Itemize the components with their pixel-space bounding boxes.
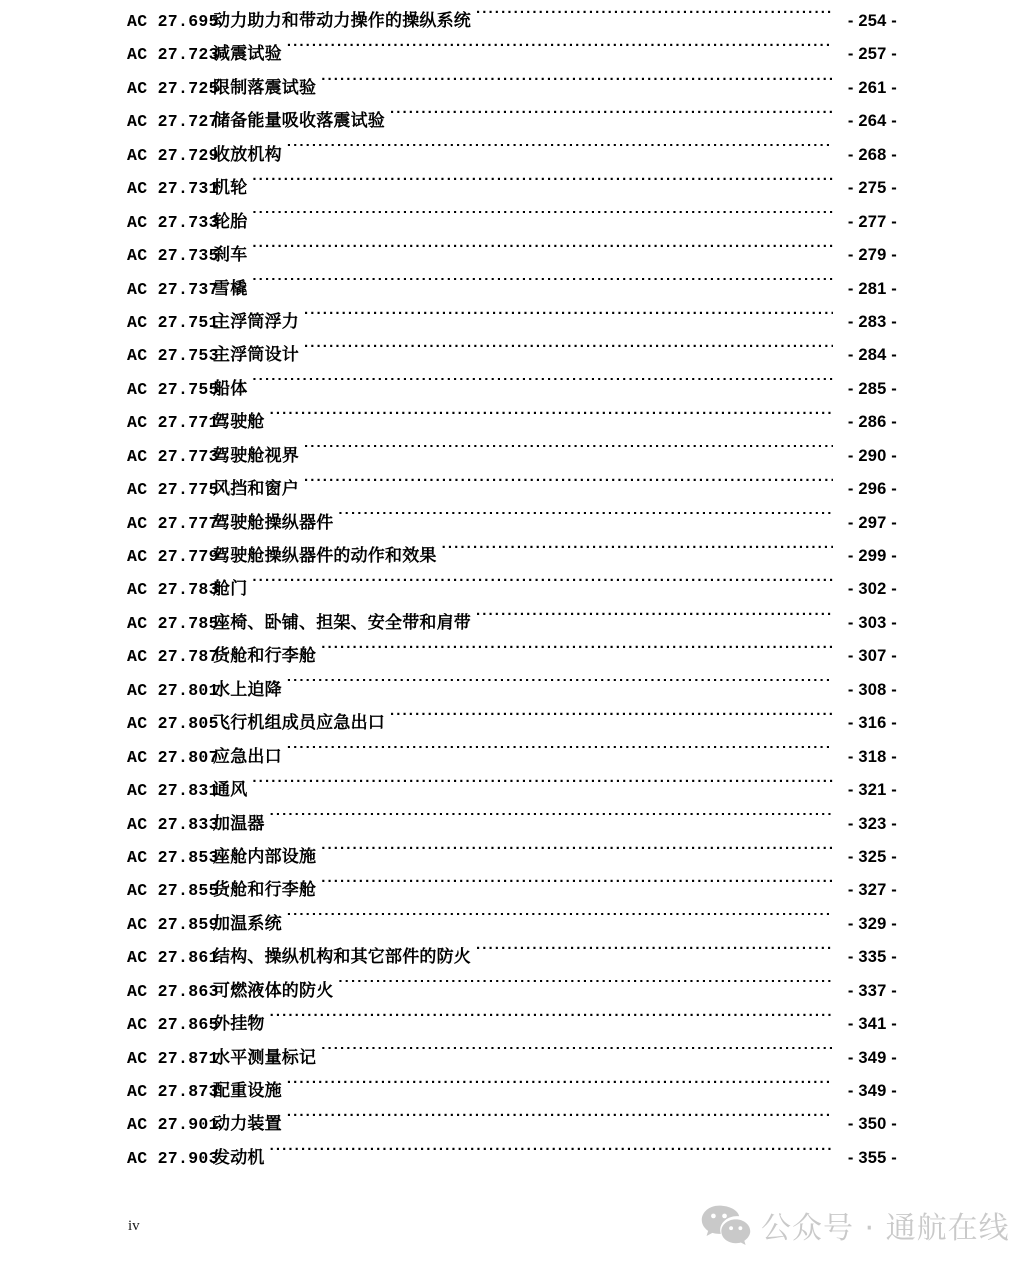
- toc-entry-page-number: - 296 -: [847, 480, 897, 499]
- toc-entry[interactable]: [127, 473, 897, 506]
- toc-entry[interactable]: [127, 741, 897, 774]
- toc-dot-leader: [321, 645, 833, 661]
- toc-entry-code: AC 27.785: [127, 613, 219, 633]
- toc-entry-list: [127, 5, 897, 1175]
- toc-entry-page-number: - 261 -: [847, 78, 897, 97]
- toc-entry-code: AC 27.729: [127, 145, 219, 165]
- toc-entry[interactable]: [127, 72, 897, 105]
- toc-entry[interactable]: [127, 908, 897, 941]
- toc-entry[interactable]: [127, 273, 897, 306]
- toc-dot-leader: [287, 679, 833, 695]
- toc-entry-code: AC 27.737: [127, 279, 219, 299]
- toc-entry-title: 主浮筒浮力: [213, 311, 299, 332]
- toc-entry-page-number: - 355 -: [847, 1148, 897, 1167]
- toc-dot-leader: [390, 110, 833, 126]
- toc-entry[interactable]: [127, 306, 897, 339]
- toc-dot-leader: [304, 344, 833, 360]
- toc-entry-page-number: - 337 -: [847, 981, 897, 1000]
- toc-entry[interactable]: [127, 139, 897, 172]
- toc-entry-title: 风挡和窗户: [213, 479, 299, 500]
- toc-entry-code: AC 27.787: [127, 647, 219, 667]
- toc-entry-title: 机轮: [213, 178, 248, 199]
- toc-entry-code: AC 27.773: [127, 446, 219, 466]
- toc-entry-page-number: - 318 -: [847, 747, 897, 766]
- toc-entry-title: 舱门: [213, 579, 248, 600]
- toc-entry-code: AC 27.733: [127, 212, 219, 232]
- toc-entry[interactable]: [127, 1075, 897, 1108]
- toc-entry[interactable]: [127, 707, 897, 740]
- toc-entry-code: AC 27.865: [127, 1015, 219, 1035]
- toc-entry-code: AC 27.901: [127, 1115, 219, 1135]
- toc-entry-page-number: - 307 -: [847, 647, 897, 666]
- toc-dot-leader: [252, 177, 833, 193]
- toc-entry[interactable]: [127, 640, 897, 673]
- toc-dot-leader: [321, 846, 833, 862]
- toc-entry-title: 储备能量吸收落震试验: [213, 111, 385, 132]
- toc-entry-title: 外挂物: [213, 1014, 265, 1035]
- toc-entry-title: 限制落震试验: [213, 77, 317, 98]
- toc-entry-code: AC 27.725: [127, 78, 219, 98]
- toc-entry-code: AC 27.771: [127, 413, 219, 433]
- toc-entry-title: 驾驶舱操纵器件: [213, 512, 334, 533]
- toc-entry[interactable]: [127, 874, 897, 907]
- toc-entry-page-number: - 350 -: [847, 1115, 897, 1134]
- toc-entry-title: 加温系统: [213, 913, 282, 934]
- toc-entry-title: 发动机: [213, 1147, 265, 1168]
- toc-entry[interactable]: [127, 406, 897, 439]
- toc-dot-leader: [476, 612, 833, 628]
- toc-entry-title: 座舱内部设施: [213, 846, 317, 867]
- toc-entry[interactable]: [127, 1042, 897, 1075]
- toc-entry-code: AC 27.833: [127, 814, 219, 834]
- toc-entry-title: 减震试验: [213, 44, 282, 65]
- toc-entry-page-number: - 349 -: [847, 1048, 897, 1067]
- toc-entry-code: AC 27.777: [127, 513, 219, 533]
- toc-entry-page-number: - 303 -: [847, 613, 897, 632]
- toc-dot-leader: [476, 10, 833, 26]
- toc-entry-page-number: - 277 -: [847, 212, 897, 231]
- toc-dot-leader: [270, 813, 833, 829]
- toc-entry[interactable]: [127, 674, 897, 707]
- toc-entry-page-number: - 323 -: [847, 814, 897, 833]
- toc-entry-page-number: - 285 -: [847, 379, 897, 398]
- toc-entry-code: AC 27.805: [127, 714, 219, 734]
- toc-entry-page-number: - 275 -: [847, 179, 897, 198]
- toc-entry[interactable]: [127, 206, 897, 239]
- toc-dot-leader: [304, 478, 833, 494]
- toc-entry-title: 配重设施: [213, 1081, 282, 1101]
- toc-dot-leader: [252, 378, 833, 394]
- toc-entry-title: 飞行机组成员应急出口: [213, 713, 385, 734]
- toc-dot-leader: [304, 445, 833, 461]
- toc-dot-leader: [287, 746, 833, 762]
- toc-entry-title: 货舱和行李舱: [213, 646, 317, 667]
- toc-entry[interactable]: [127, 507, 897, 540]
- toc-entry[interactable]: [127, 172, 897, 205]
- toc-entry-page-number: - 257 -: [847, 45, 897, 64]
- toc-entry-code: AC 27.831: [127, 781, 219, 801]
- toc-entry-code: AC 27.727: [127, 112, 219, 132]
- toc-entry-title: 刹车: [213, 245, 248, 266]
- toc-entry-page-number: - 290 -: [847, 446, 897, 465]
- toc-entry-page-number: - 264 -: [847, 112, 897, 131]
- toc-entry-page-number: - 321 -: [847, 781, 897, 800]
- toc-dot-leader: [287, 913, 833, 929]
- toc-entry[interactable]: [127, 373, 897, 406]
- toc-entry-code: AC 27.859: [127, 914, 219, 934]
- toc-entry[interactable]: [127, 1142, 897, 1175]
- toc-dot-leader: [252, 278, 833, 294]
- toc-entry-code: AC 27.873: [127, 1082, 219, 1101]
- toc-entry[interactable]: [127, 339, 897, 372]
- toc-entry-page-number: - 327 -: [847, 881, 897, 900]
- toc-dot-leader: [270, 1013, 833, 1029]
- toc-entry-code: AC 27.801: [127, 680, 219, 700]
- toc-dot-leader: [252, 578, 833, 594]
- toc-entry-code: AC 27.735: [127, 246, 219, 266]
- toc-dot-leader: [304, 311, 833, 327]
- toc-dot-leader: [442, 545, 833, 561]
- toc-entry-title: 货舱和行李舱: [213, 880, 317, 901]
- toc-entry-code: AC 27.731: [127, 179, 219, 199]
- toc-entry-title: 船体: [213, 378, 248, 399]
- toc-entry-page-number: - 316 -: [847, 714, 897, 733]
- toc-entry-title: 收放机构: [213, 144, 282, 165]
- toc-dot-leader: [338, 512, 833, 528]
- toc-dot-leader: [270, 1147, 833, 1163]
- toc-entry[interactable]: [127, 1108, 897, 1141]
- toc-entry-code: AC 27.853: [127, 847, 219, 867]
- toc-entry-title: 可燃液体的防火: [213, 980, 334, 1001]
- toc-entry[interactable]: [127, 808, 897, 841]
- toc-entry-title: 雪橇: [213, 278, 248, 299]
- wechat-icon: [700, 1204, 752, 1246]
- toc-dot-leader: [270, 411, 833, 427]
- toc-entry-code: AC 27.775: [127, 480, 219, 500]
- toc-entry-title: 动力助力和带动力操作的操纵系统: [213, 11, 471, 31]
- toc-entry-page-number: - 279 -: [847, 246, 897, 265]
- toc-dot-leader: [390, 712, 833, 728]
- toc-entry[interactable]: [127, 5, 897, 38]
- toc-entry-title: 通风: [213, 780, 248, 801]
- toc-entry-page-number: - 325 -: [847, 847, 897, 866]
- toc-entry-code: AC 27.783: [127, 580, 219, 600]
- toc-dot-leader: [287, 1113, 833, 1129]
- toc-entry[interactable]: [127, 1008, 897, 1041]
- toc-entry[interactable]: [127, 975, 897, 1008]
- wechat-watermark: [700, 1203, 1010, 1247]
- toc-dot-leader: [287, 144, 833, 160]
- toc-entry-page-number: - 299 -: [847, 547, 897, 565]
- toc-entry-title: 加温器: [213, 813, 265, 834]
- toc-dot-leader: [252, 211, 833, 227]
- toc-entry-title: 驾驶舱操纵器件的动作和效果: [213, 546, 437, 566]
- footer-page-number: iv: [128, 1218, 140, 1234]
- toc-entry[interactable]: [127, 573, 897, 606]
- toc-entry-page-number: - 283 -: [847, 312, 897, 331]
- toc-dot-leader: [321, 1047, 833, 1063]
- toc-entry[interactable]: [127, 774, 897, 807]
- toc-entry-title: 主浮筒设计: [213, 345, 299, 366]
- toc-entry-code: AC 27.723: [127, 45, 219, 65]
- toc-entry-title: 水上迫降: [213, 679, 282, 700]
- toc-entry-title: 驾驶舱视界: [213, 445, 299, 466]
- toc-entry-code: AC 27.807: [127, 747, 219, 767]
- toc-dot-leader: [252, 779, 833, 795]
- toc-entry-code: AC 27.695: [127, 12, 219, 31]
- toc-entry-code: AC 27.903: [127, 1148, 219, 1168]
- toc-entry-code: AC 27.755: [127, 379, 219, 399]
- toc-entry[interactable]: [127, 841, 897, 874]
- toc-dot-leader: [287, 43, 833, 59]
- toc-entry-title: 动力装置: [213, 1114, 282, 1135]
- toc-entry-title: 驾驶舱: [213, 412, 265, 433]
- toc-dot-leader: [476, 946, 833, 962]
- toc-entry-page-number: - 284 -: [847, 346, 897, 365]
- toc-entry-title: 轮胎: [213, 211, 248, 232]
- watermark-label: 公众号 · 通航在线: [761, 1211, 1010, 1246]
- toc-dot-leader: [321, 879, 833, 895]
- toc-entry-page-number: - 329 -: [847, 914, 897, 933]
- toc-entry[interactable]: [127, 540, 897, 573]
- toc-entry[interactable]: [127, 941, 897, 974]
- toc-entry-code: AC 27.751: [127, 312, 219, 332]
- toc-entry-page-number: - 302 -: [847, 580, 897, 599]
- toc-entry-code: AC 27.779: [127, 547, 219, 566]
- toc-entry-title: 结构、操纵机构和其它部件的防火: [213, 947, 471, 968]
- toc-entry-page-number: - 286 -: [847, 413, 897, 432]
- toc-entry[interactable]: [127, 239, 897, 272]
- toc-entry-page-number: - 341 -: [847, 1015, 897, 1034]
- toc-entry-page-number: - 254 -: [847, 12, 897, 30]
- toc-entry-code: AC 27.863: [127, 981, 219, 1001]
- toc-entry-page-number: - 281 -: [847, 279, 897, 298]
- toc-entry-title: 水平测量标记: [213, 1047, 317, 1068]
- toc-entry-page-number: - 335 -: [847, 948, 897, 967]
- toc-entry-code: AC 27.861: [127, 948, 219, 968]
- toc-entry-code: AC 27.753: [127, 346, 219, 366]
- toc-entry-code: AC 27.871: [127, 1048, 219, 1068]
- toc-entry[interactable]: [127, 607, 897, 640]
- toc-entry-code: AC 27.855: [127, 881, 219, 901]
- toc-dot-leader: [338, 980, 833, 996]
- toc-entry-title: 座椅、卧铺、担架、安全带和肩带: [213, 612, 471, 633]
- toc-dot-leader: [252, 244, 833, 260]
- toc-entry[interactable]: [127, 38, 897, 71]
- toc-entry[interactable]: [127, 440, 897, 473]
- toc-dot-leader: [287, 1080, 833, 1096]
- toc-dot-leader: [321, 77, 833, 93]
- toc-entry-title: 应急出口: [213, 746, 282, 767]
- toc-entry[interactable]: [127, 105, 897, 138]
- toc-entry-page-number: - 349 -: [847, 1082, 897, 1100]
- toc-entry-page-number: - 297 -: [847, 513, 897, 532]
- toc-entry-page-number: - 268 -: [847, 145, 897, 164]
- toc-entry-page-number: - 308 -: [847, 680, 897, 699]
